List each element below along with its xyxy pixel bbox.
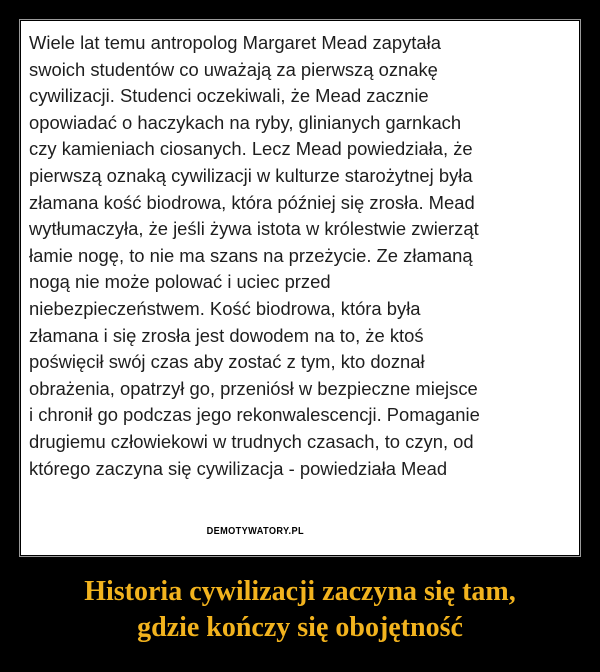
quote-line: złamana i się zrosła jest dowodem na to, że ktoś xyxy=(29,324,424,346)
quote-line: którego zaczyna się cywilizacja - powiedziała Mead xyxy=(29,457,448,479)
quote-line: niebezpieczeństwem. Kość biodrowa, która była xyxy=(29,297,421,319)
quote-line: łamie nogę, to nie ma szans na przeżycie. Ze złamaną xyxy=(29,244,473,266)
quote-line: złamana kość biodrowa, która później się zrosła. Mead xyxy=(29,191,475,213)
quote-line: nogą nie może polować i uciec przed xyxy=(29,271,331,293)
quote-line: poświęcił swój czas aby zostać z tym, kto doznał xyxy=(29,351,425,373)
caption-line: gdzie kończy się obojętność xyxy=(137,612,463,643)
demotivator-caption xyxy=(0,574,600,646)
caption-line: Historia cywilizacji zaczyna się tam, xyxy=(84,576,516,607)
demotivator-picture xyxy=(21,21,579,555)
quote-line: Wiele lat temu antropolog Margaret Mead zapytała xyxy=(29,32,441,53)
quote-text xyxy=(29,30,577,482)
quote-line: drugiemu człowiekowi w trudnych czasach, to czyn, od xyxy=(29,430,474,452)
quote-line: wytłumaczyła, że jeśli żywa istota w królestwie zwierząt xyxy=(29,218,479,240)
quote-line: cywilizacji. Studenci oczekiwali, że Mead zacznie xyxy=(29,85,429,107)
quote-line: swoich studentów co uważają za pierwszą oznakę xyxy=(29,58,438,80)
quote-line: opowiadać o haczykach na ryby, glinianych garnkach xyxy=(29,111,462,133)
quote-line: obrażenia, opatrzył go, przeniósł w bezpieczne miejsce xyxy=(29,377,478,399)
site-watermark: DEMOTYWATORY.PL xyxy=(202,525,309,538)
quote-line: czy kamieniach ciosanych. Lecz Mead powiedziała, że xyxy=(29,138,473,160)
quote-line: i chronił go podczas jego rekonwalescencji. Pomaganie xyxy=(29,404,480,426)
quote-line: pierwszą oznaką cywilizacji w kulturze starożytnej była xyxy=(29,164,473,186)
